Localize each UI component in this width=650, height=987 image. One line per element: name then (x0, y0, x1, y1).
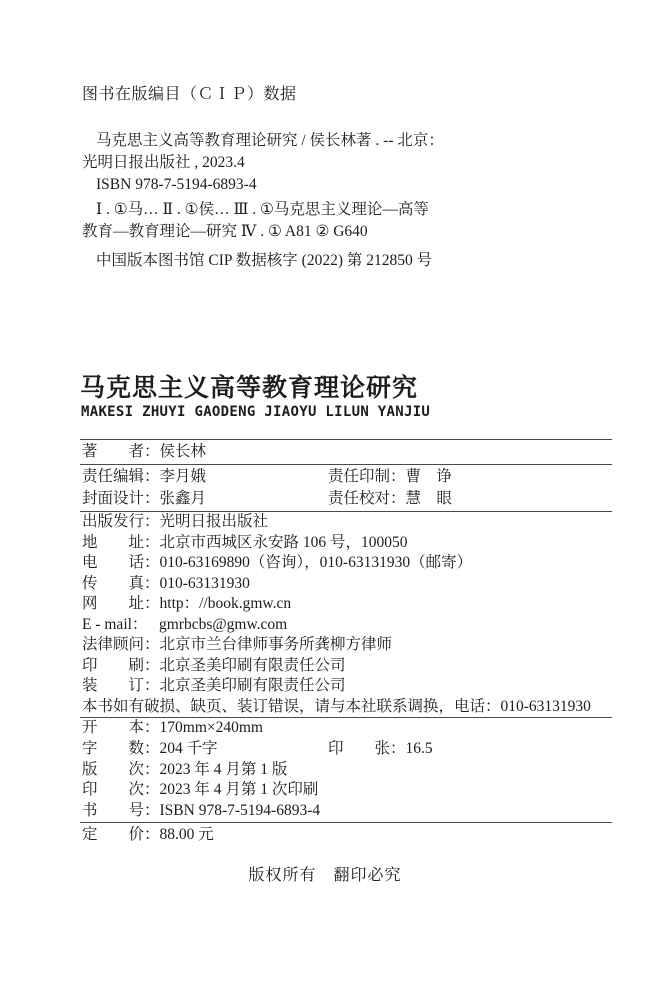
colophon-row-phone (80, 553, 612, 574)
field-label: 装 订： (82, 677, 160, 694)
colophon-row-impression (80, 780, 612, 801)
field-label: 开 本： (82, 719, 160, 736)
field-label: 封面设计： (82, 490, 160, 507)
defect-notice-text: 本书如有破损、缺页、装订错误，请与本社联系调换，电话：010-63131930 (82, 697, 591, 715)
colophon-section-price (80, 822, 612, 848)
cip-publication-line: 马克思主义高等教育理论研究 / 侯长林著 . -- 北京： (96, 132, 444, 149)
field-label: 责任编辑： (82, 468, 160, 485)
field-label: 网 址： (82, 595, 160, 612)
field-value: 北京圣美印刷有限责任公司 (159, 656, 346, 674)
field-value: 张鑫月 (159, 490, 207, 507)
field-label: 法律顾问： (82, 636, 160, 653)
field-value: 2023 年 4 月第 1 次印刷 (159, 781, 319, 799)
field-label: 印 张： (328, 739, 406, 757)
field-value: 侯长林 (159, 443, 207, 460)
colophon-section-publisher (80, 511, 612, 717)
colophon-row-legal-counsel (80, 635, 612, 656)
field-label: 印 刷： (82, 656, 160, 674)
colophon-row-cover-design (80, 488, 612, 510)
field-value: 170mm×240mm (159, 719, 263, 736)
colophon-row-defect-notice (80, 697, 612, 718)
field-label: 责任印制： (328, 468, 406, 485)
copyright-notice: 版权所有 翻印必究 (248, 867, 402, 884)
field-value: 16.5 (405, 739, 433, 757)
colophon-row-sheet-count (328, 739, 433, 760)
colophon-row-printing (80, 656, 612, 677)
field-value: 204 千字 (159, 739, 218, 757)
field-value: 北京市西城区永安路 106 号，100050 (159, 533, 408, 551)
field-value: 北京市兰台律师事务所龚柳方律师 (159, 636, 393, 653)
cip-isbn-line: ISBN 978-7-5194-6893-4 (96, 176, 257, 193)
field-label: 书 号： (82, 802, 160, 820)
field-label: 责任校对： (328, 490, 406, 507)
field-value: http：//book.gmw.cn (159, 595, 292, 612)
field-label: 字 数： (82, 739, 160, 757)
cip-heading: 图书在版编目（ＣＩＰ）数据 (82, 86, 297, 103)
colophon-row-fax (80, 574, 612, 595)
field-value: gmrbcbs@gmw.com (159, 615, 288, 633)
book-title-pinyin: MAKESI ZHUYI GAODENG JIAOYU LILUN YANJIU (81, 404, 431, 420)
colophon-row-word-count (80, 739, 612, 760)
colophon-row-price (80, 823, 612, 848)
colophon-row-author (80, 441, 612, 463)
field-value: 光明日报出版社 (159, 513, 269, 530)
colophon-table (80, 439, 612, 848)
field-label: 传 真： (82, 574, 160, 592)
colophon-row-edition (80, 760, 612, 781)
book-title: 马克思主义高等教育理论研究 (80, 374, 419, 402)
cip-record-note: 中国版本图书馆 CIP 数据核字 (2022) 第 212850 号 (96, 252, 433, 269)
field-label: 定 价： (82, 825, 160, 843)
cip-classification-block (82, 199, 429, 243)
field-value: 曹 诤 (405, 468, 453, 485)
field-label: 地 址： (82, 533, 160, 551)
colophon-row-binding (80, 676, 612, 697)
colophon-row-isbn (80, 801, 612, 822)
field-value: 010-63169890（咨询），010-63131930（邮寄） (159, 554, 473, 571)
field-value: ISBN 978-7-5194-6893-4 (159, 802, 321, 820)
field-value: 2023 年 4 月第 1 版 (159, 760, 288, 778)
colophon-row-website (80, 594, 612, 615)
colophon-section-format (80, 717, 612, 822)
colophon-row-format (80, 718, 612, 739)
colophon-row-print-supervisor (328, 466, 452, 488)
colophon-row-proofreader (328, 488, 452, 510)
field-label: 印 次： (82, 781, 160, 799)
field-label: 著 者： (82, 443, 160, 460)
cip-classification-line: Ⅰ . ①马… Ⅱ . ①侯… Ⅲ . ①马克思主义理论—高等 (96, 201, 429, 218)
cip-publication-block (82, 130, 444, 196)
field-label: 版 次： (82, 760, 160, 778)
field-value: 慧 眼 (405, 490, 453, 507)
field-label: 出版发行： (82, 513, 160, 530)
field-value: 北京圣美印刷有限责任公司 (159, 677, 346, 694)
colophon-section-editors (80, 464, 612, 511)
colophon-section-author (80, 439, 612, 464)
cip-publication-line: 光明日报出版社 , 2023.4 (82, 154, 245, 171)
colophon-row-email (80, 615, 612, 636)
field-label: 电 话： (82, 554, 160, 571)
colophon-row-publisher (80, 512, 612, 533)
field-value: 88.00 元 (159, 825, 214, 843)
field-value: 010-63131930 (159, 574, 250, 592)
field-label: E - mail： (82, 615, 148, 633)
cip-classification-line: 教育—教育理论—研究 Ⅳ . ① A81 ② G640 (82, 223, 368, 240)
colophon-row-editor (80, 466, 612, 488)
colophon-row-address (80, 533, 612, 554)
field-value: 李月娥 (159, 468, 207, 485)
